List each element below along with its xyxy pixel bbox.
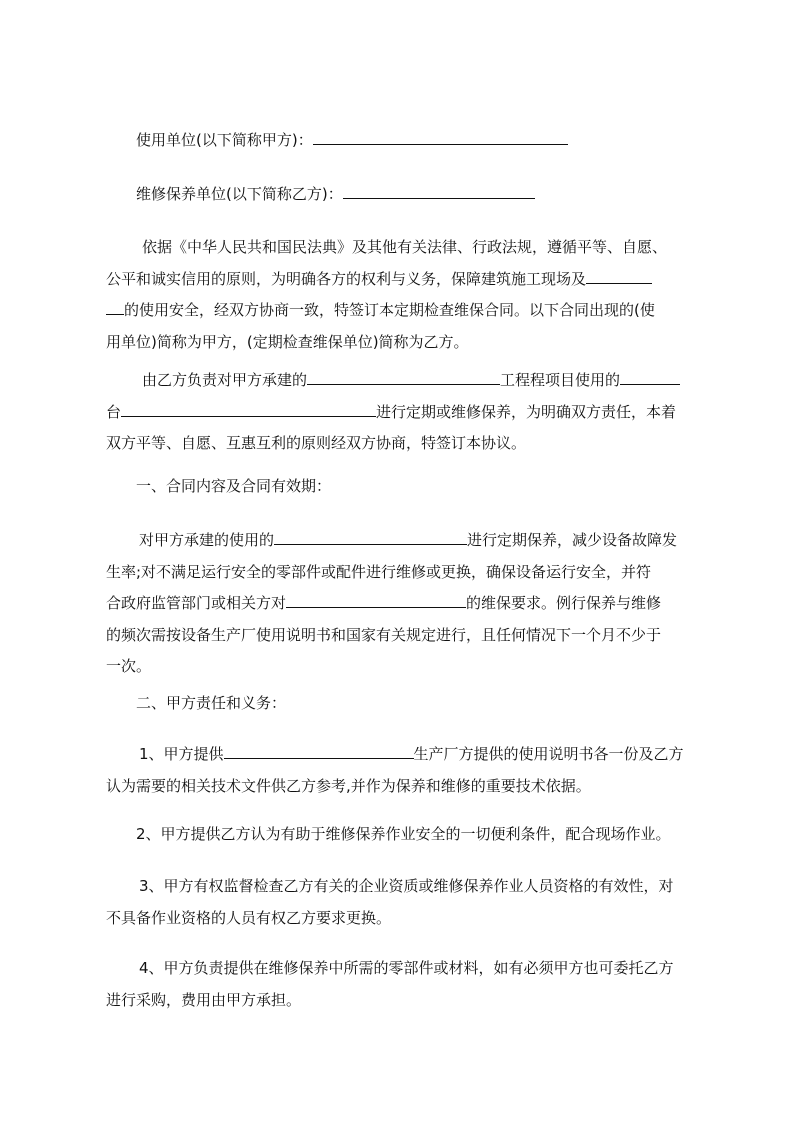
party-a-blank[interactable] xyxy=(313,130,568,145)
section-1-title: 一、合同内容及合同有效期： xyxy=(136,477,332,495)
section-1-line-1b: 进行定期保养，减少设备故障发 xyxy=(467,531,678,549)
clause-4-line-1: 4、甲方负责提供在维修保养中所需的零部件或材料，如有必须甲方也可委托乙方 xyxy=(139,959,674,977)
section-1-line-3a: 合政府监管部门或相关方对 xyxy=(106,594,287,613)
section-1-line-1a: 对甲方承建的使用的 xyxy=(139,531,275,549)
scope-line-1b: 工程程项目使用的 xyxy=(500,371,621,389)
section-2-title: 二、甲方责任和义务： xyxy=(136,694,287,712)
site-name-blank-cont[interactable] xyxy=(106,300,124,315)
section-1-line-4: 的频次需按设备生产厂使用说明书和国家有关规定进行，且任何情况下一个月不少于 xyxy=(106,625,662,644)
preamble-line-1: 依据《中华人民共和国民法典》及其他有关法律、行政法规，遵循平等、自愿、 xyxy=(142,238,668,256)
section-2-heading xyxy=(106,688,712,720)
scope-paragraph xyxy=(106,365,712,460)
section-1-heading xyxy=(106,471,712,503)
clause-2-line-1: 2、甲方提供乙方认为有助于维修保养作业安全的一切便利条件，配合现场作业。 xyxy=(136,825,671,843)
equipment-name-blank[interactable] xyxy=(620,370,680,385)
party-b-line xyxy=(106,179,712,211)
maintained-equipment-blank[interactable] xyxy=(274,530,467,545)
clause-1-line-1b: 生产厂方提供的使用说明书各一份及乙方 xyxy=(413,745,684,763)
scope-line-1a: 由乙方负责对甲方承建的 xyxy=(142,371,308,389)
clause-1 xyxy=(106,739,712,802)
site-name-blank[interactable] xyxy=(586,268,652,283)
clause-2 xyxy=(106,819,712,851)
section-1-line-2: 生率;对不满足运行安全的零部件或配件进行维修或更换，确保设备运行安全，并符 xyxy=(106,562,652,581)
clause-3-line-1: 3、甲方有权监督检查乙方有关的企业资质或维修保养作业人员资格的有效性，对 xyxy=(139,877,674,895)
clause-4-line-2: 进行采购，费用由甲方承担。 xyxy=(106,990,302,1009)
section-1-line-5: 一次。 xyxy=(106,657,152,676)
section-1-paragraph xyxy=(106,525,712,683)
preamble-line-3: 的使用安全，经双方协商一致，特签订本定期检查维保合同。以下合同出现的(使 xyxy=(124,301,655,320)
party-b-label: 维修保养单位(以下简称乙方)： xyxy=(136,185,343,203)
scope-line-2b: 进行定期或维修保养，为明确双方责任，本着 xyxy=(376,402,677,421)
clause-3 xyxy=(106,871,712,934)
scope-line-3: 双方平等、自愿、互惠互利的原则经双方协商，特签订本协议。 xyxy=(106,434,527,453)
party-a-label: 使用单位(以下简称甲方)： xyxy=(136,131,313,149)
clause-1-line-2: 认为需要的相关技术文件供乙方参考,并作为保养和维修的重要技术依据。 xyxy=(106,776,591,795)
clause-1-line-1a: 1、甲方提供 xyxy=(139,745,224,763)
requirement-party-blank[interactable] xyxy=(286,593,466,608)
project-name-blank[interactable] xyxy=(307,370,500,385)
manual-provider-blank[interactable] xyxy=(224,744,414,759)
preamble-line-4: 用单位)简称为甲方，(定期检查维保单位)简称为乙方。 xyxy=(106,332,469,351)
party-b-blank[interactable] xyxy=(343,184,535,199)
equipment-count-blank[interactable] xyxy=(121,401,376,416)
party-a-line xyxy=(106,125,712,157)
preamble-paragraph xyxy=(106,232,712,358)
clause-4 xyxy=(106,953,712,1016)
clause-3-line-2: 不具备作业资格的人员有权乙方要求更换。 xyxy=(106,908,392,927)
scope-line-2a: 台 xyxy=(106,402,122,421)
preamble-line-2: 公平和诚实信用的原则，为明确各方的权利与义务，保障建筑施工现场及 xyxy=(106,269,587,288)
section-1-line-3b: 的维保要求。例行保养与维修 xyxy=(466,594,662,613)
